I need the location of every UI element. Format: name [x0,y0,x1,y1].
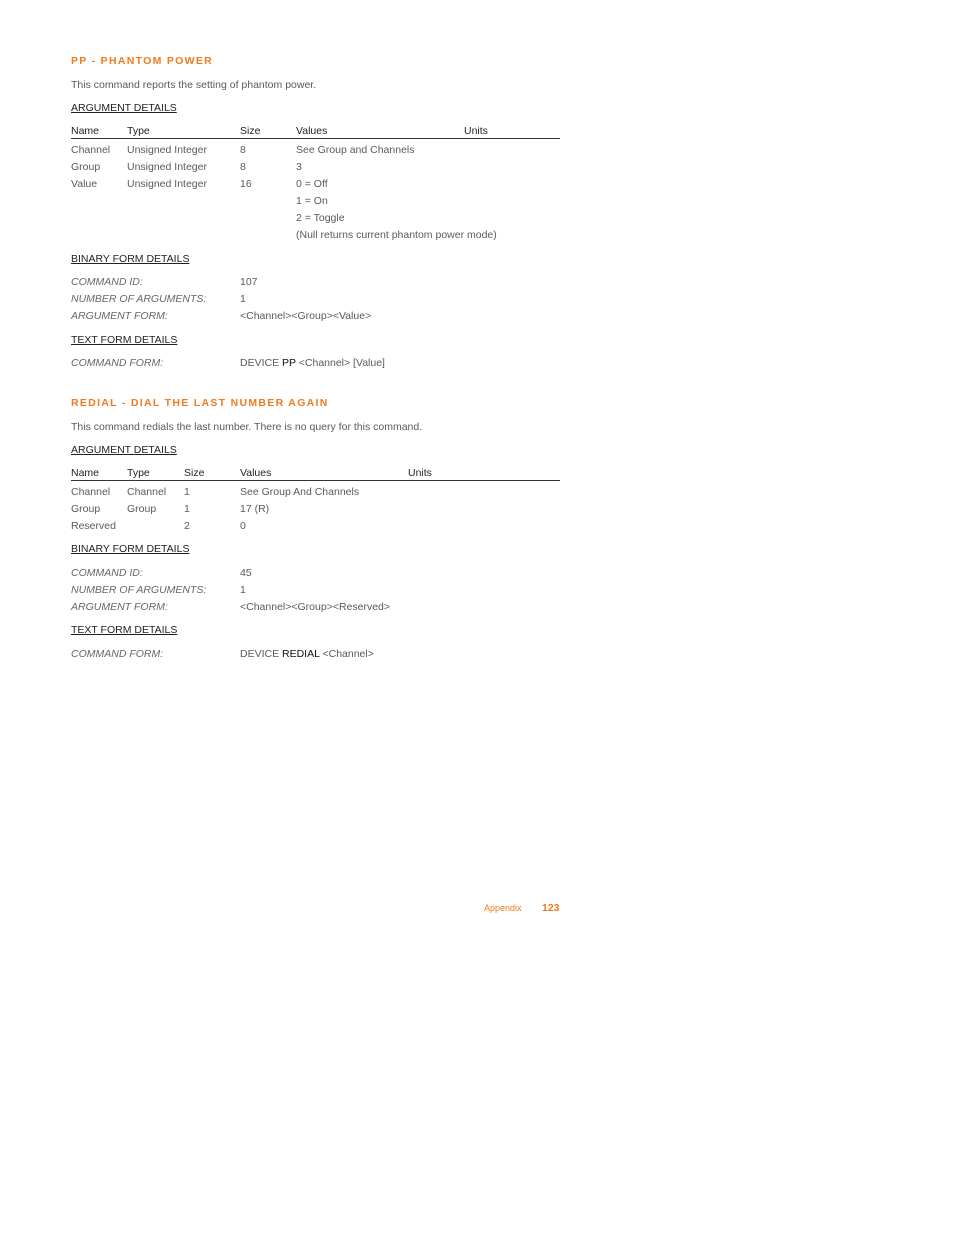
text-form-label: COMMAND FORM: [71,357,164,369]
column-header-type: Type [127,467,150,479]
binary-value: 107 [240,276,258,288]
text-form-title: TEXT FORM DETAILS [71,624,178,636]
cell-values: See Group and Channels [296,144,415,156]
column-header-size: Size [184,467,205,479]
cell-size: 8 [240,161,246,173]
cell-values: 3 [296,161,302,173]
text-form-value [240,648,374,660]
cell-values: (Null returns current phantom power mode) [296,229,497,241]
argument-details-title: ARGUMENT DETAILS [71,102,177,114]
column-header-values: Values [296,125,328,137]
cell-name: Channel [71,486,111,498]
column-header-type: Type [127,125,150,137]
cell-name: Value [71,178,98,190]
text-form-command: PP [282,357,296,369]
text-form-title: TEXT FORM DETAILS [71,334,178,346]
binary-label: COMMAND ID: [71,567,143,579]
cell-type: Unsigned Integer [127,144,207,156]
cell-name: Channel [71,144,111,156]
binary-label: NUMBER OF ARGUMENTS: [71,584,207,596]
table-header-rule [71,138,560,139]
binary-value: <Channel><Group><Value> [240,310,372,322]
text-form-label: COMMAND FORM: [71,648,164,660]
cell-size: 8 [240,144,246,156]
cell-type: Group [127,503,157,515]
cell-values: 2 = Toggle [296,212,345,224]
cell-name: Group [71,161,101,173]
binary-form-title: BINARY FORM DETAILS [71,543,190,555]
cell-type: Channel [127,486,167,498]
cell-size: 1 [184,486,190,498]
binary-form-title: BINARY FORM DETAILS [71,253,190,265]
binary-value: <Channel><Group><Reserved> [240,601,391,613]
section-description: This command redials the last number. There is no query for this command. [71,421,423,433]
column-header-size: Size [240,125,261,137]
binary-value: 45 [240,567,252,579]
column-header-values: Values [240,467,272,479]
column-header-name: Name [71,467,100,479]
text-form-prefix: DEVICE [240,357,280,369]
cell-name: Reserved [71,520,116,532]
binary-label: ARGUMENT FORM: [71,310,168,322]
cell-values: 1 = On [296,195,328,207]
text-form-command: REDIAL [282,648,320,660]
cell-name: Group [71,503,101,515]
binary-label: NUMBER OF ARGUMENTS: [71,293,207,305]
column-header-name: Name [71,125,100,137]
binary-value: 1 [240,293,246,305]
page-number: 123 [542,902,560,914]
cell-values: 0 [240,520,246,532]
text-form-value [240,357,385,369]
binary-value: 1 [240,584,246,596]
text-form-prefix: DEVICE [240,648,280,660]
section-heading: PP - PHANTOM POWER [71,55,214,67]
table-header-rule [71,480,560,481]
section-heading: REDIAL - DIAL THE LAST NUMBER AGAIN [71,397,329,409]
cell-values: See Group And Channels [240,486,360,498]
binary-label: ARGUMENT FORM: [71,601,168,613]
text-form-suffix: <Channel> [Value] [298,357,385,369]
column-header-units: Units [464,125,488,137]
cell-values: 0 = Off [296,178,328,190]
cell-values: 17 (R) [240,503,270,515]
cell-type: Unsigned Integer [127,161,207,173]
section-description: This command reports the setting of phantom power. [71,79,317,91]
text-form-suffix: <Channel> [322,648,374,660]
cell-size: 16 [240,178,252,190]
cell-size: 2 [184,520,190,532]
cell-type: Unsigned Integer [127,178,207,190]
argument-details-title: ARGUMENT DETAILS [71,444,177,456]
cell-size: 1 [184,503,190,515]
binary-label: COMMAND ID: [71,276,143,288]
footer-section-label: Appendix [484,903,522,913]
column-header-units: Units [408,467,432,479]
